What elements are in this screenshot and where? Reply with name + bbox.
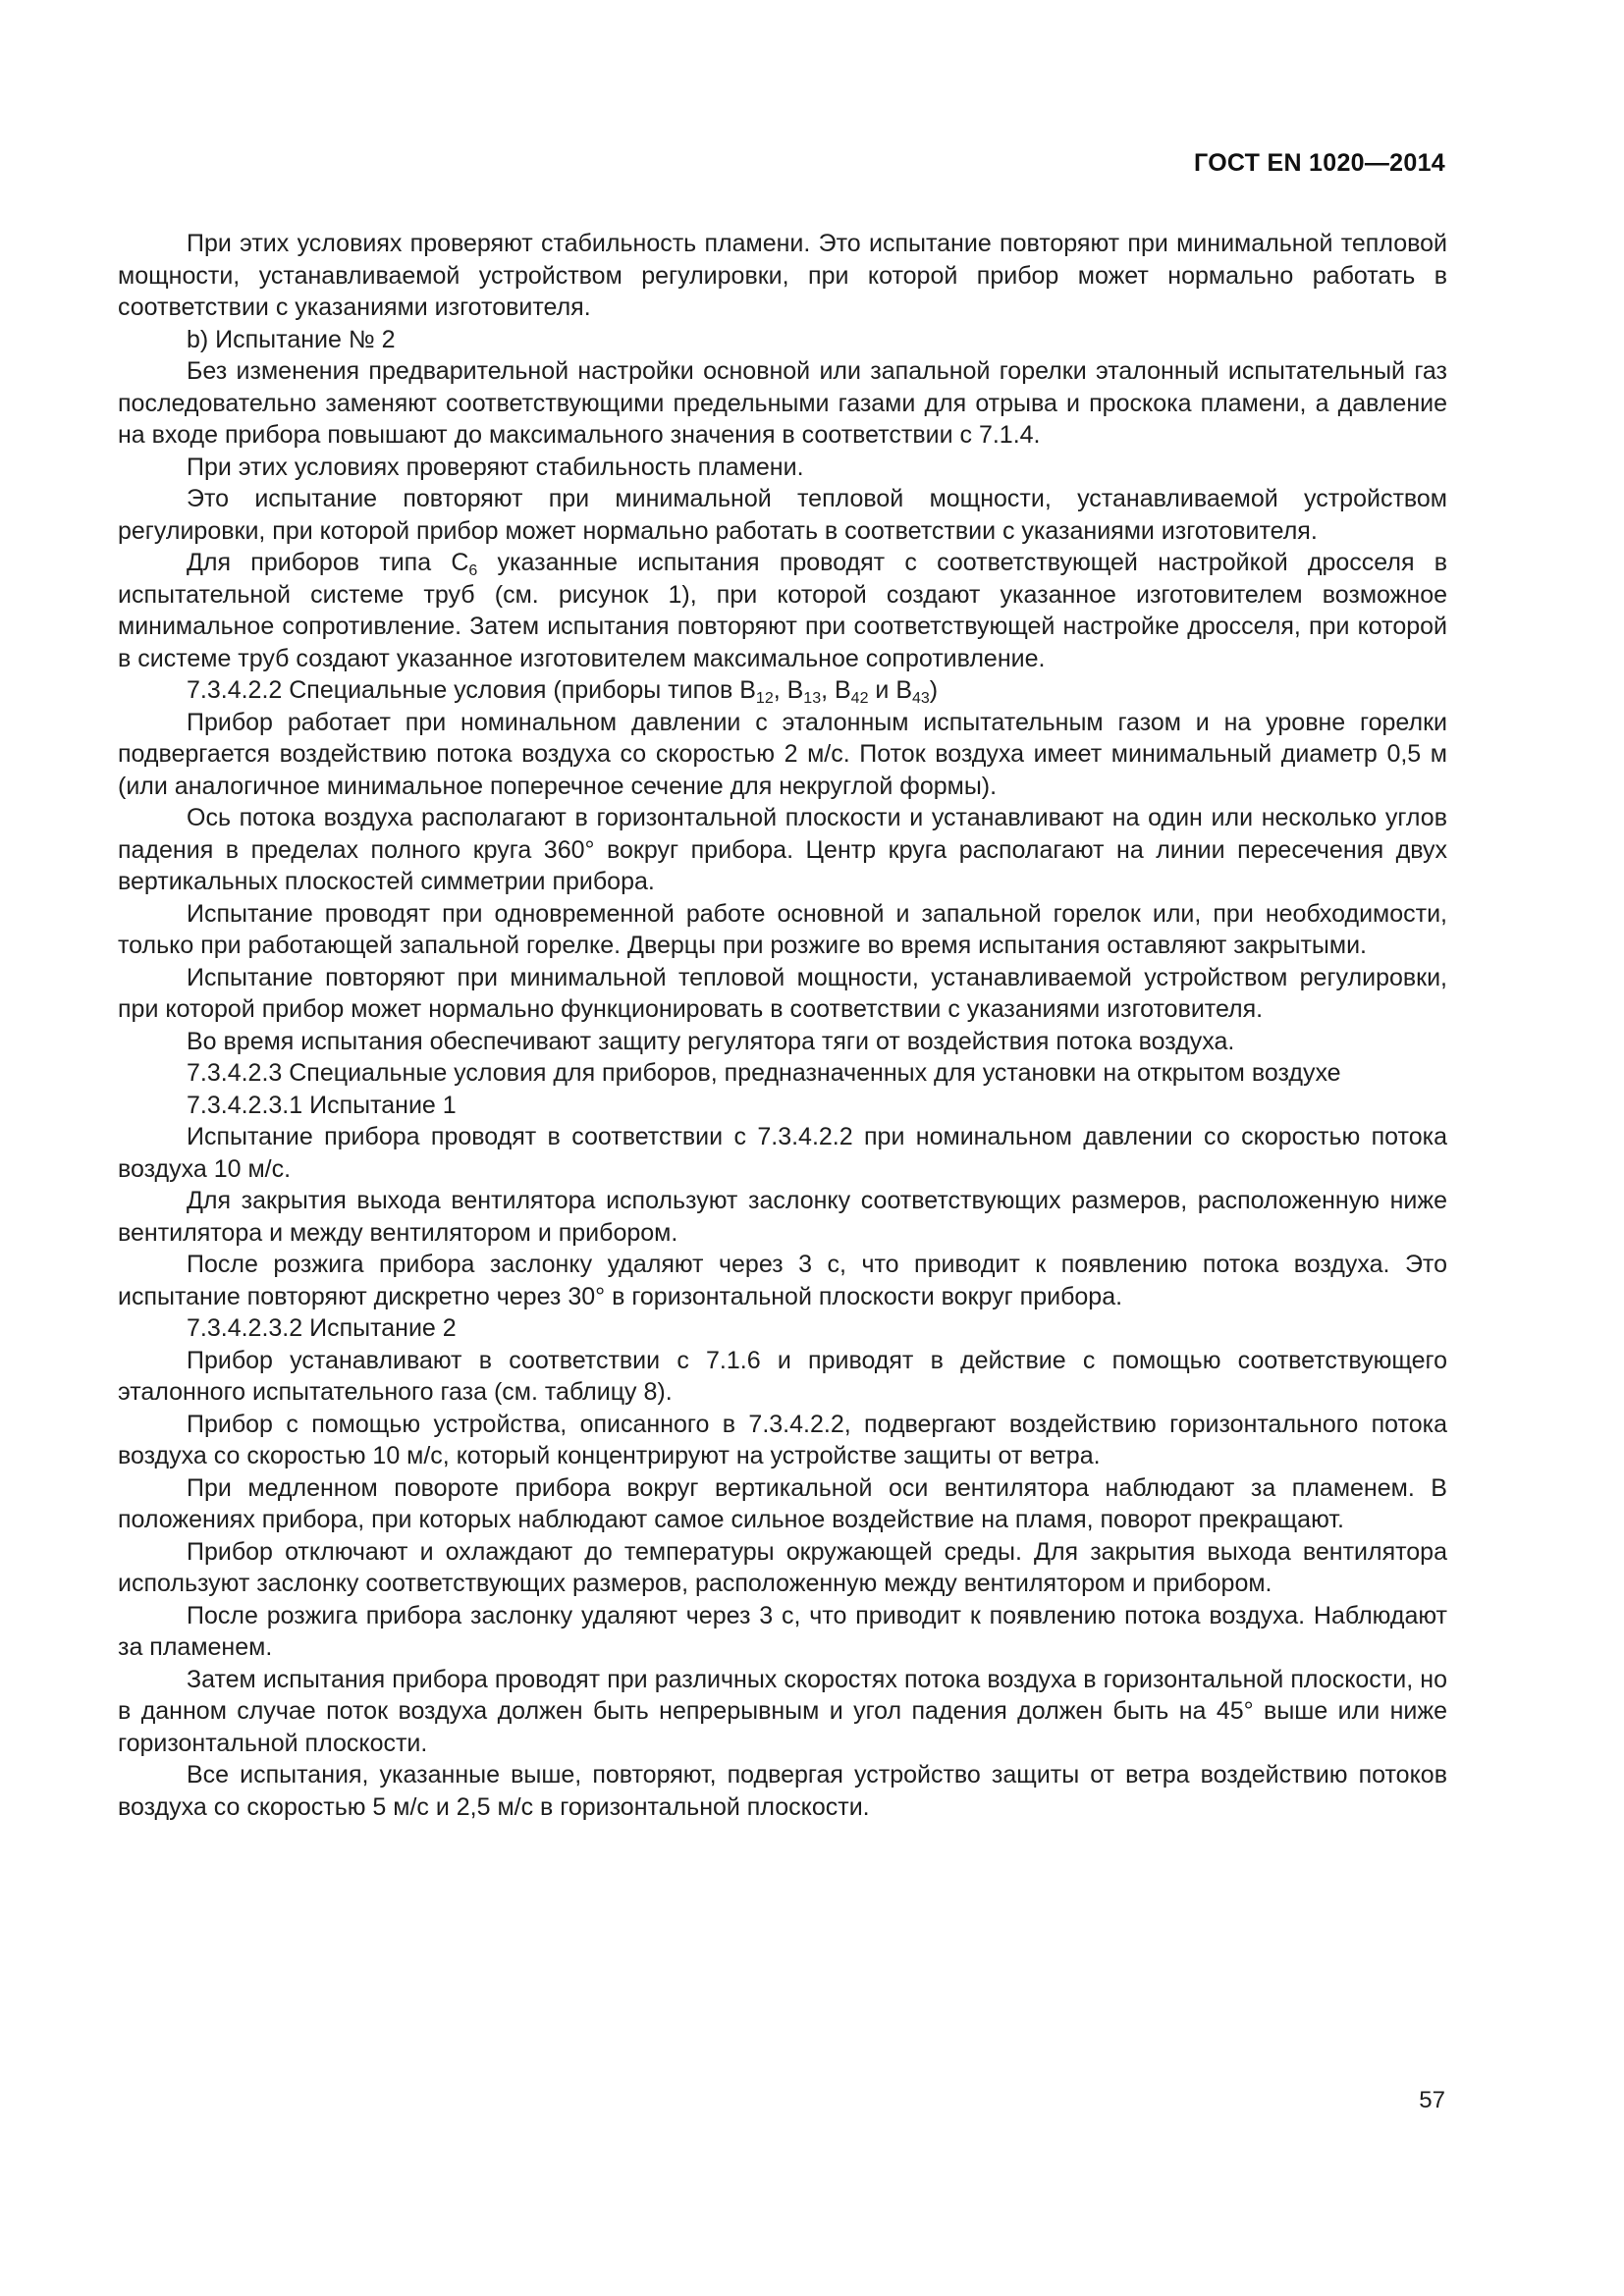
page-number: 57 <box>1419 2087 1445 2113</box>
paragraph: Все испытания, указанные выше, повторяют, подвергая устройство защиты от ветра воздействию потоков воздуха со скоростью 5 м/с и 2,5 м/с в горизонтальной плоскости. <box>118 1761 1447 1821</box>
paragraph: Это испытание повторяют при минимальной тепловой мощности, устанавливаемой устройством регулировки, при которой прибор может нормально работать в соответствии с указаниями изготовителя. <box>118 485 1447 545</box>
paragraph: Ось потока воздуха располагают в горизонтальной плоскости и устанавливают на один или несколько углов падения в пределах полного круга 360° вокруг прибора. Центр круга располагают на линии пересечения двух вертикальных плоскостей симметрии прибора. <box>118 804 1447 895</box>
subscript: 12 <box>755 690 774 707</box>
text-run: ) <box>929 676 939 704</box>
subscript: 13 <box>803 690 822 707</box>
text-run: , В <box>821 676 851 704</box>
paragraph: Прибор устанавливают в соответствии с 7.1.6 и приводят в действие с помощью соответствующего эталонного испытательного газа (см. таблицу 8). <box>118 1346 1447 1406</box>
paragraph: Без изменения предварительной настройки основной или запальной горелки эталонный испытательный газ последовательно заменяют соответствующими предельными газами для отрыва и проскока пламени, а давление на входе прибора повышают до максимального значения в соответствии с 7.1.4. <box>118 357 1447 449</box>
paragraph: Прибор работает при номинальном давлении с эталонным испытательным газом и на уровне горелки подвергается воздействию потока воздуха со скоростью 2 м/с. Поток воздуха имеет минимальный диаметр 0,5 м (или аналогичное минимальное поперечное сечение для некруглой формы). <box>118 708 1447 800</box>
document-header: ГОСТ EN 1020—2014 <box>1194 149 1445 177</box>
paragraph: Прибор с помощью устройства, описанного в 7.3.4.2.2, подвергают воздействию горизонтального потока воздуха со скоростью 10 м/с, который концентрируют на устройстве защиты от ветра. <box>118 1410 1447 1469</box>
section-heading-7-3-4-2-3-2: 7.3.4.2.3.2 Испытание 2 <box>187 1314 457 1342</box>
paragraph: Испытание повторяют при минимальной тепловой мощности, устанавливаемой устройством регулировки, при которой прибор может нормально функционировать в соответствии с указаниями изготовителя. <box>118 963 1447 1023</box>
section-heading-7-3-4-2-3-1: 7.3.4.2.3.1 Испытание 1 <box>187 1091 457 1119</box>
paragraph: После розжига прибора заслонку удаляют через 3 с, что приводит к появлению потока воздуха. Наблюдают за пламенем. <box>118 1601 1447 1661</box>
subscript: 6 <box>468 562 478 579</box>
paragraph: При этих условиях проверяют стабильность пламени. Это испытание повторяют при минимальной тепловой мощности, устанавливаемой устройством регулировки, при которой прибор может нормально работать в соответствии с указаниями изготовителя. <box>118 230 1447 321</box>
paragraph: При этих условиях проверяют стабильность пламени. <box>187 453 804 481</box>
paragraph: После розжига прибора заслонку удаляют через 3 с, что приводит к появлению потока воздуха. Это испытание повторяют дискретно через 30° в горизонтальной плоскости вокруг прибора. <box>118 1251 1447 1310</box>
section-heading-7-3-4-2-2 <box>118 674 1447 707</box>
text-run: указанные испытания проводят с соответствующей настройкой дросселя в испытательной системе труб (см. рисунок 1), при которой создают указанное изготовителем возможное минимальное сопротивление. Затем испытания повторяют при соответствующей настройке дросселя, при которой в системе труб создают указанное изготовителем максимальное сопротивление. <box>118 549 1448 672</box>
text-run: и В <box>868 676 912 704</box>
paragraph: Затем испытания прибора проводят при различных скоростях потока воздуха в горизонтальной плоскости, но в данном случае поток воздуха должен быть непрерывным и угол падения должен быть на 45° выше или ниже горизонтальной плоскости. <box>118 1665 1447 1757</box>
paragraph: Испытание проводят при одновременной работе основной и запальной горелок или, при необходимости, только при работающей запальной горелке. Дверцы при розжиге во время испытания оставляют закрытыми. <box>118 899 1447 959</box>
paragraph: При медленном повороте прибора вокруг вертикальной оси вентилятора наблюдают за пламенем. В положениях прибора, при которых наблюдают самое сильное воздействие на пламя, поворот прекращают. <box>118 1473 1447 1533</box>
subscript: 42 <box>850 690 869 707</box>
paragraph: Во время испытания обеспечивают защиту регулятора тяги от воздействия потока воздуха. <box>187 1027 1235 1055</box>
paragraph: Для закрытия выхода вентилятора используют заслонку соответствующих размеров, расположенную ниже вентилятора и между вентилятором и прибором. <box>118 1187 1447 1247</box>
paragraph: Прибор отключают и охлаждают до температуры окружающей среды. Для закрытия выхода вентилятора используют заслонку соответствующих размеров, расположенную между вентилятором и прибором. <box>118 1537 1447 1597</box>
text-run: Для приборов типа С <box>187 549 469 576</box>
section-heading-7-3-4-2-3: 7.3.4.2.3 Специальные условия для приборов, предназначенных для установки на открытом воздухе <box>187 1059 1341 1087</box>
text-run: 7.3.4.2.2 Специальные условия (приборы типов В <box>187 676 756 704</box>
subscript: 43 <box>912 690 930 707</box>
body-text <box>118 228 1447 1823</box>
paragraph-type-c6 <box>118 547 1447 674</box>
paragraph: Испытание прибора проводят в соответствии с 7.3.4.2.2 при номинальном давлении со скоростью потока воздуха 10 м/с. <box>118 1123 1447 1183</box>
list-item-b: b) Испытание № 2 <box>187 325 396 353</box>
text-run: , В <box>773 676 804 704</box>
